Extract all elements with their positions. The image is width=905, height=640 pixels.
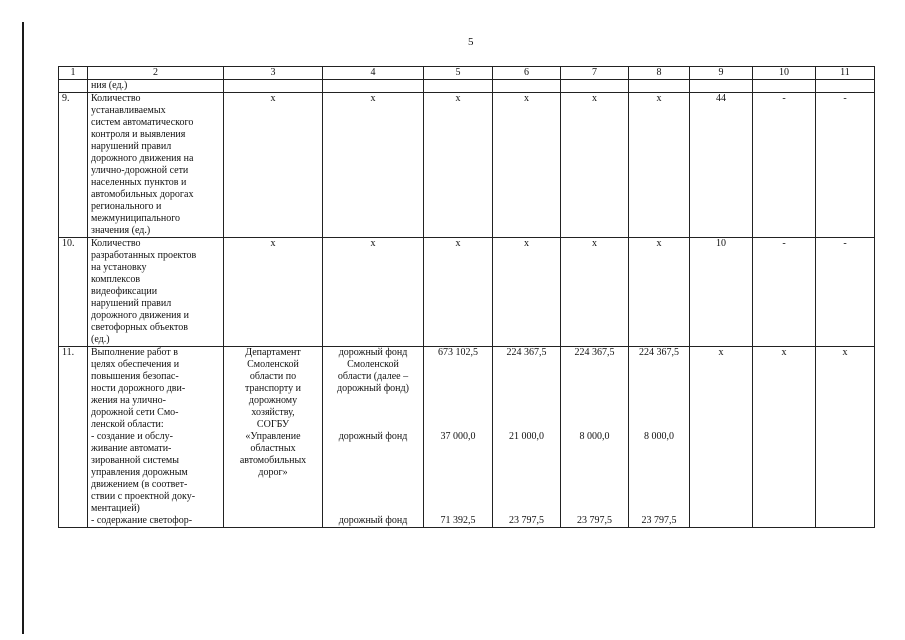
cell-indicator-3: х — [816, 347, 875, 528]
col-header: 10 — [753, 67, 816, 80]
cell-indicator-1: 10 — [690, 238, 753, 347]
page-number: 5 — [468, 36, 474, 48]
cell-indicator-2: х — [753, 347, 816, 528]
col-header: 2 — [88, 67, 224, 80]
cell-year-2: х — [561, 93, 629, 238]
cell-total: х — [424, 238, 493, 347]
col-header: 11 — [816, 67, 875, 80]
row-number: 10. — [59, 238, 88, 347]
cell-year-2: х — [561, 238, 629, 347]
col-header: 5 — [424, 67, 493, 80]
cell-indicator-2: - — [753, 238, 816, 347]
table-row — [59, 347, 875, 528]
cell-indicator-2: - — [753, 93, 816, 238]
table-row — [59, 93, 875, 238]
column-number-row — [59, 67, 875, 80]
cell-indicator-1: 44 — [690, 93, 753, 238]
row-description: Количество устанавливаемых систем автоматического контроля и выявления нарушений правил дорожного движения на улично-дорожной сети населенных пунктов и автомобильных дорогах регионального и межмуниципального значения (ед.) — [88, 93, 224, 238]
cell-year-2: 224 367,5 8 000,0 23 797,5 — [561, 347, 629, 528]
program-table — [58, 66, 875, 528]
cell-total: 673 102,5 37 000,0 71 392,5 — [424, 347, 493, 528]
col-header: 8 — [629, 67, 690, 80]
cell-source: дорожный фонд Смоленской области (далее – дорожный фонд) дорожный фонд дорожный фонд — [323, 347, 424, 528]
col-header: 1 — [59, 67, 88, 80]
col-header: 4 — [323, 67, 424, 80]
cell-source: х — [323, 93, 424, 238]
cell-executor: Департамент Смоленской области по транспорту и дорожному хозяйству, СОГБУ «Управление областных автомобильных дорог» — [224, 347, 323, 528]
cell-year-3: х — [629, 238, 690, 347]
cell-executor: х — [224, 93, 323, 238]
cell-year-1: х — [493, 93, 561, 238]
cell-year-1: 224 367,5 21 000,0 23 797,5 — [493, 347, 561, 528]
cell-year-3: 224 367,5 8 000,0 23 797,5 — [629, 347, 690, 528]
cell-total: х — [424, 93, 493, 238]
table-row — [59, 80, 875, 93]
cell-indicator-3: - — [816, 93, 875, 238]
cell-executor: х — [224, 238, 323, 347]
row-number: 11. — [59, 347, 88, 528]
row-description: Количество разработанных проектов на установку комплексов видеофиксации нарушений правил дорожного движения и светофорных объектов (ед.) — [88, 238, 224, 347]
cell-indicator-3: - — [816, 238, 875, 347]
cell-indicator-1: х — [690, 347, 753, 528]
cell-year-3: х — [629, 93, 690, 238]
cell-year-1: х — [493, 238, 561, 347]
row-number: 9. — [59, 93, 88, 238]
col-header: 3 — [224, 67, 323, 80]
col-header: 9 — [690, 67, 753, 80]
col-header: 7 — [561, 67, 629, 80]
left-margin-line — [22, 22, 24, 634]
row-description: Выполнение работ в целях обеспечения и повышения безопас- ности дорожного дви- жения на улично- дорожной сети Смо- ленской области: - создание и обслу- живание автомати- зированной системы управления дорожным движением (в соответ- ствии с проектной доку- ментацией) - содержание светофор- — [88, 347, 224, 528]
col-header: 6 — [493, 67, 561, 80]
continuation-text: ния (ед.) — [88, 80, 224, 93]
table-row — [59, 238, 875, 347]
cell-source: х — [323, 238, 424, 347]
